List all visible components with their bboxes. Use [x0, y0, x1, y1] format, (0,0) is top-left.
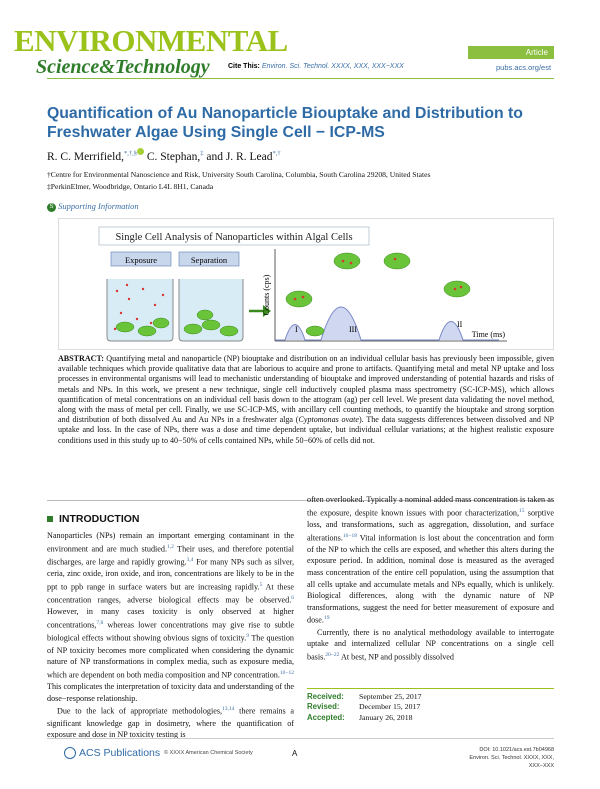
body-column-left — [47, 530, 294, 741]
reference-link[interactable]: 9 — [246, 633, 249, 640]
toc-title: Single Cell Analysis of Nanoparticles within Algal Cells — [115, 232, 353, 243]
date-value: January 26, 2018 — [359, 712, 413, 722]
section-heading-introduction — [47, 513, 140, 525]
author-1-marks: *,†,§ — [123, 150, 137, 157]
toc-step-separation-label: Separation — [190, 255, 228, 265]
journal-reference: Environ. Sci. Technol. XXXX, XXX, XXX−XXX — [469, 755, 554, 769]
date-value: December 15, 2017 — [359, 702, 421, 712]
intro-heading-text: INTRODUCTION — [59, 513, 140, 525]
reference-link[interactable]: 10−12 — [279, 669, 294, 676]
journal-url-link[interactable]: pubs.acs.org/est — [496, 63, 552, 72]
author-2-marks: ‡ — [200, 150, 204, 157]
acs-logo-icon — [64, 747, 76, 759]
peak-label-3: II — [457, 320, 463, 329]
author-2[interactable]: C. Stephan, — [143, 150, 201, 163]
text-run: For many NPs such as silver, ceria, zinc oxide, iron oxide, and iron, concentrations are likely to be in the ppt to ppb range in surface waters but are increasing rapidly. — [47, 557, 294, 592]
reference-link[interactable]: 15 — [519, 507, 525, 514]
date-label: Accepted: — [307, 712, 345, 722]
affiliation-1: †Centre for Environmental Nanoscience and Risk, University South Carolina, Columbia, South Carolina 29208, United States — [47, 170, 431, 179]
date-label: Revised: — [307, 702, 340, 712]
text-run: often overlooked. Typically a nominal added mass concentration is taken as the exposure, despite known issues with poor characterization, — [307, 495, 554, 518]
abstract-part-1: Quantifying metal and nanoparticle (NP) biouptake and distribution on an individual cellular basis has previously been impossible, given available techniques which provide qualitative data that are laborious to acquire and prone to artifacts. Quantifying metal and metal NP uptake and loss processes in environmental organisms will lead to mechanistic understanding of biouptake and improved understanding of potential hazards and risks of metals and NPs. In this work, we present a new technique, single cell inductively coupled plasma mass spectrometry (SC-ICP-MS), which allows quantification of metal concentrations on an individual cell basis down to the attogram (ag) per cell level. We present data validating the novel method, along with the mass of metal per cell. Finally, we use SC-ICP-MS, with ancillary cell counting methods, to quantify the biouptake and strong sorption and distribution of both dissolved Au and Au NPs in a freshwater alga ( — [58, 354, 554, 425]
toc-graphic — [58, 218, 554, 350]
logo-line-1: ENVIRONMENTAL — [14, 23, 288, 58]
text-run: Nanoparticles (NPs) remain an important emerging contaminant in the environment and are much studied. — [47, 531, 294, 554]
reference-link[interactable]: 1,2 — [167, 543, 174, 550]
intro-paragraph-1 — [47, 530, 294, 704]
dates-divider — [307, 688, 554, 689]
author-list — [47, 148, 281, 163]
plot-ylabel: Counts (cps) — [262, 274, 271, 316]
section-bullet-icon — [47, 516, 53, 522]
supporting-info-icon: S — [47, 203, 56, 212]
paper-title: Quantification of Au Nanoparticle Biouptake and Distribution to Freshwater Algae Using Single Cell − ICP-MS — [47, 105, 523, 141]
intro-paragraph-4 — [307, 627, 554, 664]
peak-label-1: I — [295, 325, 298, 334]
text-run: whereas lower concentrations may give rise to subtle biological effects without showing obvious signs of toxicity. — [47, 620, 294, 644]
text-run: At best, NP and possibly dissolved — [339, 652, 454, 662]
reference-link[interactable]: 7,8 — [96, 620, 104, 627]
logo-line-2: Science&Technology — [36, 56, 210, 78]
intro-paragraph-3 — [307, 494, 554, 627]
plot-xlabel: Time (ms) — [471, 330, 505, 339]
author-3-marks: *,† — [272, 150, 281, 157]
reference-link[interactable]: 5 — [259, 581, 263, 588]
reference-link[interactable]: 20−22 — [325, 651, 340, 658]
publication-dates — [307, 692, 554, 723]
doi-block — [452, 746, 554, 770]
detected-cells — [286, 253, 470, 336]
publisher-name: ACS Publications — [79, 747, 161, 759]
toc-step-exposure-label: Exposure — [124, 255, 158, 265]
header-divider — [47, 78, 554, 79]
acs-publications-logo[interactable] — [64, 747, 160, 759]
date-accepted — [307, 713, 554, 723]
body-column-right — [307, 494, 554, 663]
article-type-tag: Article — [468, 46, 554, 59]
reference-link[interactable]: 16−18 — [342, 532, 357, 539]
reference-link[interactable]: 19 — [323, 615, 330, 622]
text-run: Due to the lack of appropriate methodologies, — [57, 707, 223, 717]
abstract-label: ABSTRACT: — [58, 354, 104, 363]
intro-paragraph-2 — [47, 704, 294, 741]
text-run: However, in many cases toxicity is only observed at higher concentrations, — [47, 607, 294, 630]
orcid-icon[interactable] — [137, 148, 144, 155]
abstract-species: Cyptomonas ovate — [298, 415, 359, 425]
toc-graphic-svg — [59, 219, 553, 349]
abstract-part-2: ). The data suggests differences between dissolved and NP uptake and loss. In the case of NPs, there was a dose and time dependent uptake, but individual cellular variations; at the highest realistic exposure conditions used in this study up to 40−50% of cells contained NPs, while 50−60% of cells did not. — [58, 415, 554, 445]
copyright-notice: © XXXX American Chemical Society — [164, 750, 253, 756]
cite-reference[interactable]: Environ. Sci. Technol. XXXX, XXX, XXX−XXX — [261, 63, 404, 70]
supporting-info-label: Supporting Information — [58, 201, 139, 211]
reference-link[interactable]: 3,4 — [186, 556, 194, 563]
signal-trace — [275, 307, 499, 340]
reference-link[interactable]: 13,14 — [222, 706, 235, 713]
cite-this-line[interactable] — [228, 63, 404, 70]
text-run: This complicates the interpretation of toxicity data and understanding of the dose−response relationship. — [47, 682, 294, 703]
text-run: The question of NP toxicity becomes more complicated when considering the dynamic nature of NP transformations in complex media, such as exposure media, which are dependent on both media composition and NP concentration. — [47, 634, 294, 680]
supporting-information-link[interactable] — [47, 201, 139, 212]
footer-divider — [47, 738, 554, 739]
doi-link[interactable]: DOI: 10.1021/acs.est.7b04968 — [479, 747, 554, 753]
date-revised — [307, 702, 554, 712]
text-run: At these concentration ranges, adverse biological effects may be observed. — [47, 582, 294, 605]
abstract — [58, 354, 554, 446]
date-value: September 25, 2017 — [359, 692, 422, 701]
detected-particles — [294, 258, 463, 301]
author-3[interactable]: and J. R. Lead — [203, 150, 273, 163]
affiliation-2: ‡PerkinElmer, Woodbridge, Ontario L4L 8H1, Canada — [47, 182, 214, 191]
date-received — [307, 692, 554, 702]
cite-label: Cite This: — [228, 63, 260, 70]
text-run: Currently, there is no analytical methodology available to interrogate uptake and internalized cellular NP concentrations on a single cell basis. — [307, 627, 554, 662]
text-run: Their uses, and therefore potential discharges, are large and rapidly growing. — [47, 544, 294, 567]
text-run: there remains a significant knowledge gap in dosimetry, where the quantification of exposure and dose in NP toxicity testing is — [47, 707, 294, 740]
text-run: sorptive loss, and transformations, such as aggregation, dissolution, and surface alterations. — [307, 508, 554, 543]
peak-label-2: III — [349, 325, 357, 334]
reference-link[interactable]: 6 — [291, 595, 294, 602]
text-run: Vital information is lost about the concentration and form of the NP to which the cells are exposed, and whether this alters during the exposure period. In addition, nominal dose is measured as the averaged mass concentration of the entire cell population, using the assumption that all cells uptake and accumulate metals and NPs equally, which is unlikely. Biological differences, along with the dynamic nature of NP transformations, suggest the need for better measurement of exposure and dose. — [307, 533, 554, 626]
author-1[interactable]: R. C. Merrifield, — [47, 150, 124, 163]
date-label: Received: — [307, 692, 344, 701]
page-number: A — [292, 749, 298, 758]
